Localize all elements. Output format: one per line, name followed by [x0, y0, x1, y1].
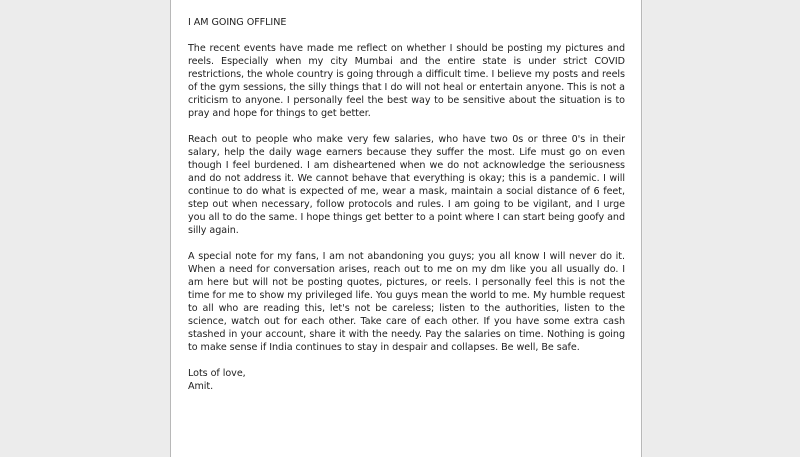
right-gutter: [643, 0, 800, 457]
paragraph-reflection: The recent events have made me reflect on whether I should be posting my pictures and reels. Especially when my city Mumbai and the entire state is under strict COVID restrictions, the whole country is going through a difficult time. I believe my posts and reels of the gym sessions, the silly things that I do will not heal or entertain anyone. This is not a criticism to anyone. I personally feel the best way to be sensitive about the situation is to pray and hope for things to get better.: [188, 43, 625, 119]
paragraph-fans-note: A special note for my fans, I am not abandoning you guys; you all know I will never do it. When a need for conversation arises, reach out to me on my dm like you all usually do. I am here but will not be posting quotes, pictures, or reels. I personally feel this is not the time for me to show my privileged life. You guys mean the world to me. My humble request to all who are reading this, let's not be careless; listen to the authorities, listen to the science, watch out for each other. Take care of each other. If you have some extra cash stashed in your account, share it with the needy. Pay the salaries on time. Nothing is going to make sense if India continues to stay in despair and collapses. Be well, Be safe.: [188, 251, 625, 353]
left-gutter: [0, 0, 170, 457]
closing-line: Lots of love,: [188, 368, 246, 379]
signature: Amit.: [188, 381, 214, 392]
document-title: I AM GOING OFFLINE: [188, 17, 287, 28]
document-body: [188, 16, 625, 393]
paragraph-reach-out: Reach out to people who make very few salaries, who have two 0s or three 0's in their salary, help the daily wage earners because they suffer the most. Life must go on even though I feel burdened. I am disheartened when we do not acknowledge the seriousness and do not address it. We cannot behave that everything is okay; this is a pandemic. I will continue to do what is expected of me, wear a mask, maintain a social distance of 6 feet, step out when necessary, follow protocols and rules. I am going to be vigilant, and I urge you all to do the same. I hope things get better to a point where I can start being goofy and silly again.: [188, 134, 625, 236]
document-page: [170, 0, 642, 457]
